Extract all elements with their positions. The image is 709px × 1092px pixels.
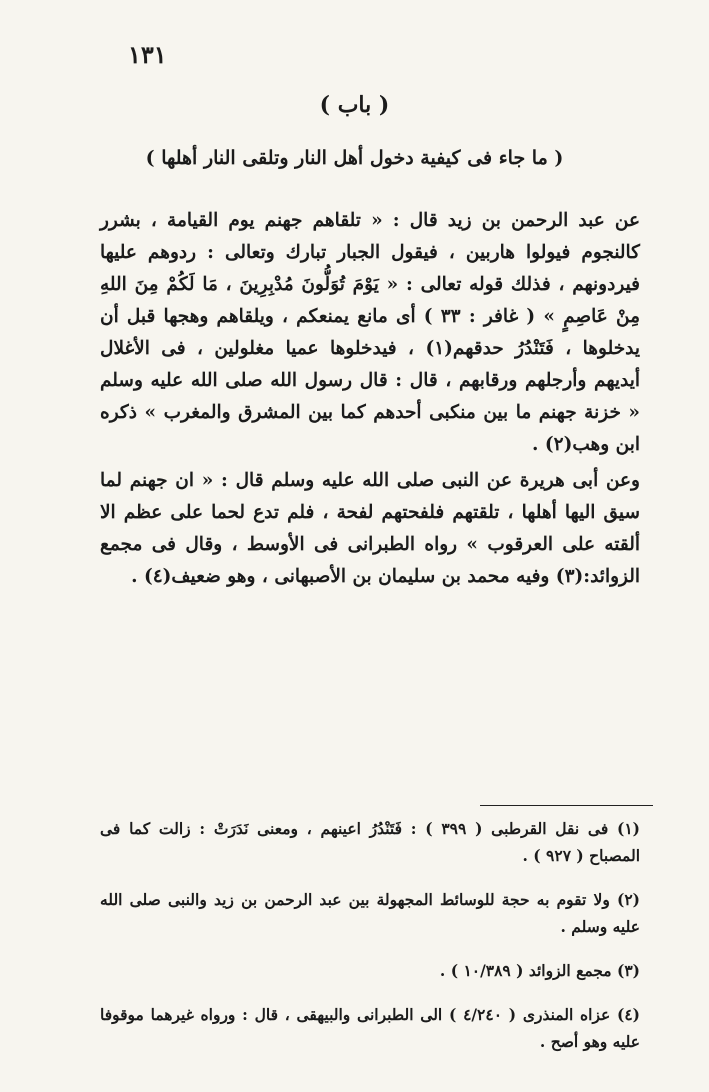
paragraph-2: وعن أبى هريرة عن النبى صلى الله عليه وسلم قال : « ان جهنم لما سيق اليها أهلها ، تلقتهم فلفحتهم لفحة ، فلم تدع لحما على عظم الا ألقته على العرقوب » رواه الطبرانى فى الأوسط ، وقال فى مجمع الزوائد:(٣) وفيه محمد بن سليمان بن الأصبهانى ، وهو ضعيف(٤) . [100,470,640,587]
footnote-divider [480,805,653,806]
page-number: ١٣١ [128,40,167,69]
footnote-4: (٤) عزاه المنذرى ( ٤/٢٤٠ ) الى الطبرانى والبيهقى ، قال : ورواه غيرهما موقوفا عليه وهو أصح . [100,1005,640,1051]
chapter-heading: ( باب ) [319,92,390,118]
chapter-subtitle: ( ما جاء فى كيفية دخول أهل النار وتلقى النار أهلها ) [145,147,564,169]
footnote-2: (٢) ولا تقوم به حجة للوسائط المجهولة بين عبد الرحمن بن زيد والنبى صلى الله عليه وسلم . [100,890,640,936]
footnote-1: (١) فى نقل القرطبى ( ٣٩٩ ) : فَتَنْدُرُ اعينهم ، ومعنى نَدَرَتْ : زالت كما فى المصباح ( ٩٢٧ ) . [100,819,640,865]
footnotes [100,815,640,1072]
footnote-3: (٣) مجمع الزوائد ( ١٠/٣٨٩ ) . [439,961,640,980]
paragraph-1: عن عبد الرحمن بن زيد قال : « تلقاهم جهنم يوم القيامة ، بشرر كالنجوم فيولوا هاربين ، فيقول الجبار تبارك وتعالى : ردوهم عليها فيردونهم ، فذلك قوله تعالى : « يَوْمَ تُوَلُّونَ مُدْبِرِينَ ، مَا لَكُمْ مِنَ اللهِ مِنْ عَاصِمٍ » ( غافر : ٣٣ ) أى مانع يمنعكم ، ويلقاهم وهجها قبل أن يدخلوها ، فَتَنْدُرُ حدقهم(١) ، فيدخلوها عميا مغلولين ، فى الأغلال أيديهم وأرجلهم ورقابهم ، قال : قال رسول الله صلى الله عليه وسلم « خزنة جهنم ما بين منكبى أحدهم كما بين المشرق والمغرب » ذكره ابن وهب(٢) . [100,210,640,455]
